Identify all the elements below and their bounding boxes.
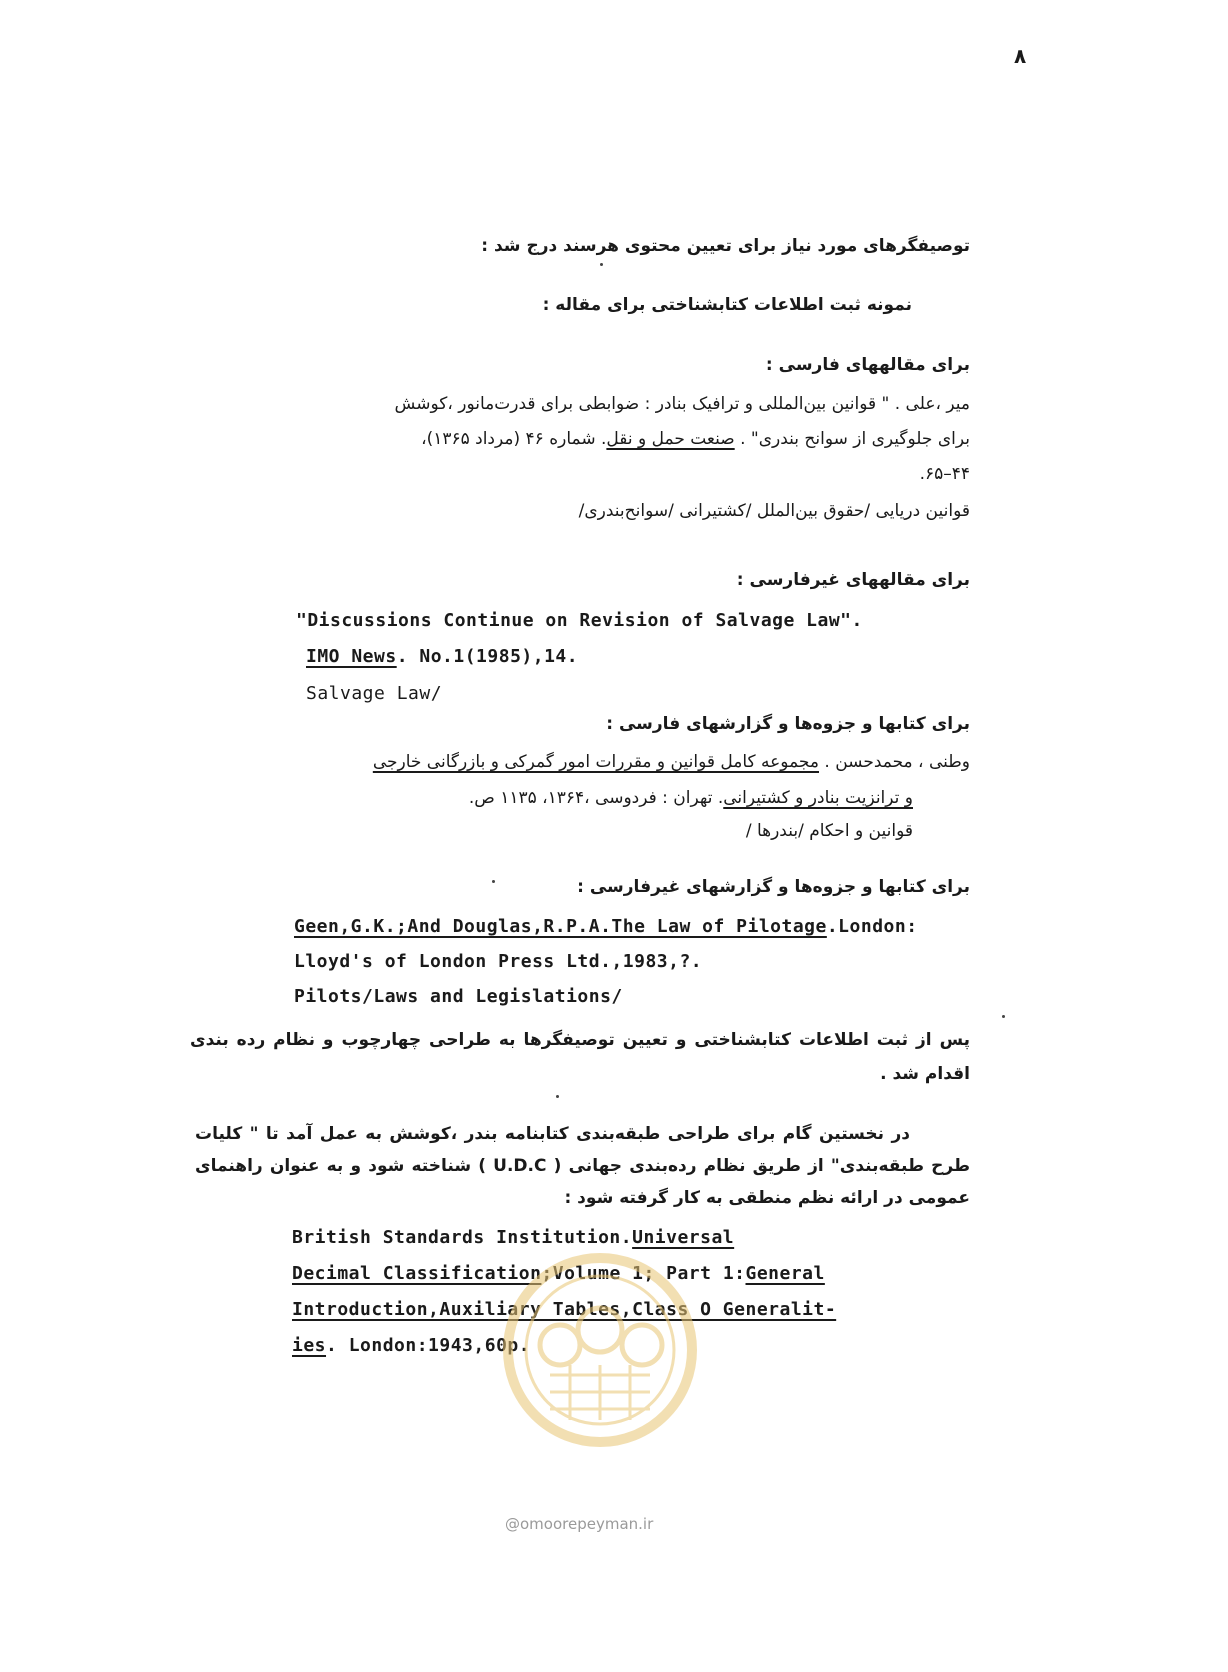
persian-article-issue: . شماره‌ ۴۶ (مرداد ۱۳۶۵)، (421, 429, 607, 449)
persian-book-descriptors: قوانین و احکام /بندرها / (745, 821, 913, 841)
persian-book-line-2 (469, 790, 913, 807)
udc-imprint: . London:1943,60p. (326, 1335, 531, 1356)
foreign-articles-heading: برای مقالههای غیرفارسی : (736, 570, 970, 590)
scan-speck (1002, 1015, 1005, 1018)
udc-line-3: Introduction,Auxiliary Tables,Class O Generalit- (292, 1299, 837, 1320)
foreign-article-issue: . No.1(1985),14. (396, 646, 579, 667)
udc-line-4 (292, 1337, 530, 1355)
udc-line-1 (292, 1229, 734, 1247)
scan-speck (600, 263, 603, 266)
sample-heading: نمونه ثبت اطلاعات کتابشناختی برای مقاله : (542, 295, 912, 315)
persian-article-descriptors: قوانین دریایی /حقوق بین‌الملل /کشتیرانی /سوانح‌بندری/ (578, 501, 970, 521)
udc-part-title: General (745, 1263, 825, 1284)
persian-book-line-1 (373, 754, 970, 771)
foreign-article-title: "Discussions Continue on Revision of Salvage Law". (296, 610, 863, 631)
persian-book-title-cont: و ترانزیت بنادر و کشتیرانی (723, 788, 913, 808)
foreign-book-place: .London: (826, 916, 918, 937)
foreign-books-heading: برای کتابها و جزوه‌ها و گزارشهای غیرفارسی : (577, 877, 970, 897)
intro-text: توصیفگرهای مورد نیاز برای تعیین محتوی هرسند درج شد : (481, 236, 970, 256)
persian-article-line-2 (421, 431, 970, 448)
foreign-article-descriptors: Salvage Law/ (306, 683, 443, 704)
persian-book-title: مجموعه‌ کامل قوانین و مقررات امور گمرکی و بازرگانی خارجی (372, 752, 819, 772)
persian-article-authors: برای جلوگیری از سوانح بندری" . (734, 429, 970, 449)
page-number: ۸ (1014, 44, 1027, 68)
udc-publisher: British Standards Institution. (292, 1227, 633, 1248)
foreign-article-source (306, 648, 578, 666)
foreign-book-title: Geen,G.K.;And Douglas,R.P.A.The Law of Pilotage (294, 916, 827, 937)
watermark-seal (500, 1250, 700, 1450)
udc-title-end: ies (292, 1335, 327, 1356)
udc-title-cont: Decimal Classification (292, 1263, 542, 1284)
udc-volume: ;Volume 1; Part 1: (541, 1263, 746, 1284)
foreign-book-line-2: Lloyd's of London Press Ltd.,1983,?. (294, 951, 703, 972)
scan-speck (556, 1095, 559, 1098)
paragraph-1: پس از ثبت اطلاعات کتابشناختی و تعیین توصیفگرها به طراحی چهارچوب و نظام رده بندی اقدام شد . (190, 1030, 970, 1084)
paragraph-2: در نخستین گام برای طراحی طبقه‌بندی کتابنامه‌ بندر ،کوشش به عمل آمد تا " کلیات طرح طبقه‌بندی" از طریق نظام رده‌بندی جهانی ( U.D.C ) شناخته شود و به عنوان راهنمای عمومی در ارائه‌ نظم منطقی به کار گرفته شود : (195, 1124, 970, 1208)
udc-title-start: Universal (632, 1227, 735, 1248)
foreign-article-journal: IMO News (306, 646, 397, 667)
persian-article-journal: صنعت حمل و نقل (606, 429, 735, 449)
persian-books-heading: برای کتابها و جزوه‌ها و گزارشهای فارسی : (606, 714, 970, 734)
persian-article-pages: ۴۴–۶۵. (919, 464, 970, 484)
foreign-book-line-1 (294, 918, 918, 936)
foreign-book-descriptors: Pilots/Laws and Legislations/ (294, 986, 623, 1007)
persian-book-author: وطنی ، محمدحسن . (819, 752, 970, 772)
persian-articles-heading: برای مقالههای فارسی : (765, 355, 970, 375)
watermark-handle: @omoorepeyman.ir (505, 1515, 654, 1533)
persian-book-imprint: . تهران : فردوسی ،۱۳۶۴، ۱۱۳۵ ص. (468, 788, 724, 808)
persian-article-line-1: میر ،علی . " قوانین بین‌المللی و ترافیک بنادر : ضوابطی برای قدرت‌مانور ،کوشش (394, 394, 970, 414)
scan-speck (492, 880, 495, 883)
